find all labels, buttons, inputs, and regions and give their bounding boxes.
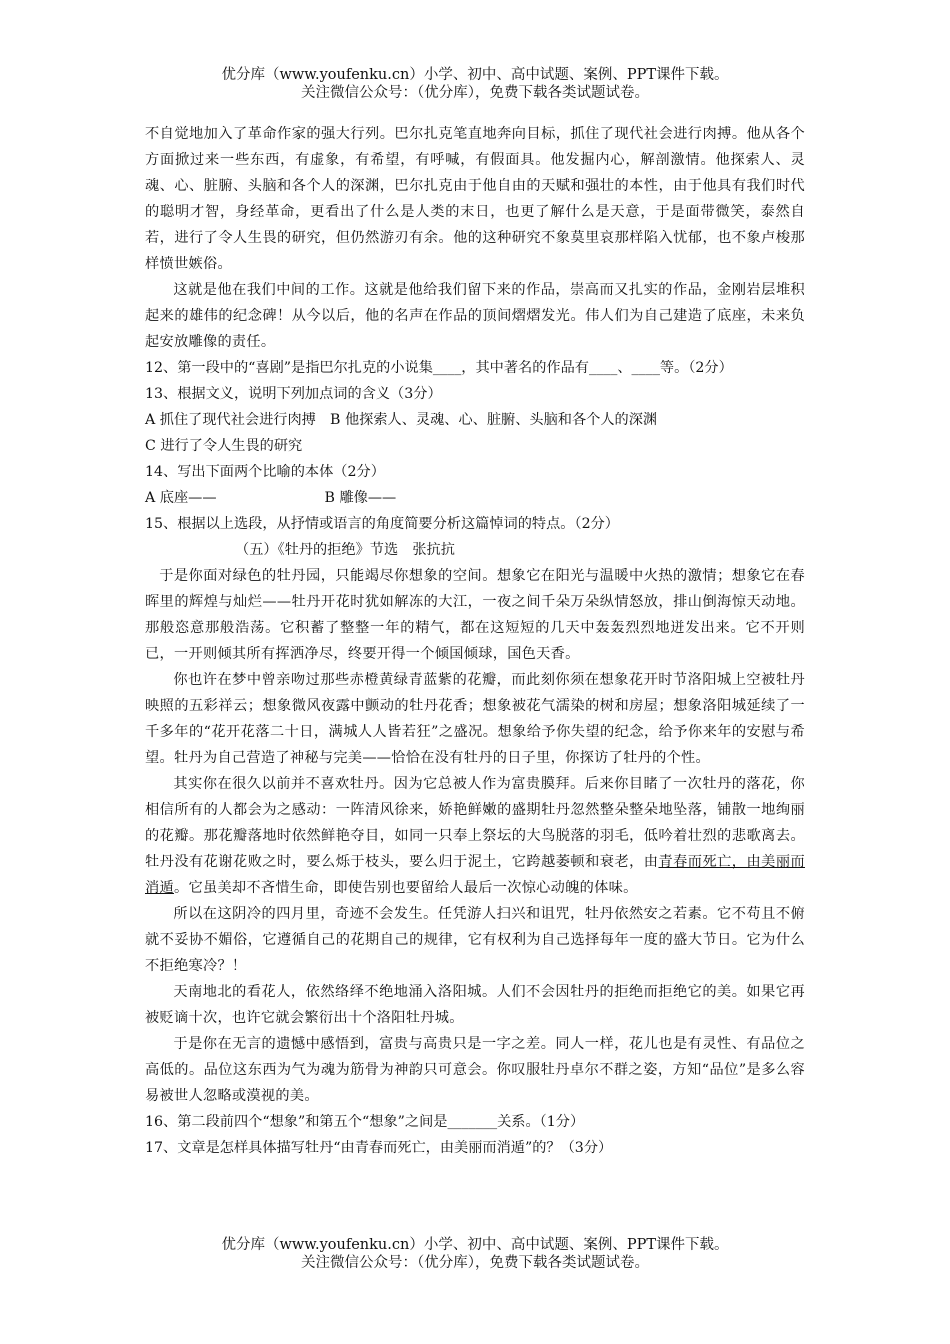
question-14-a: A 底座—— [145, 490, 217, 506]
question-13-a: A 抓住了现代社会进行肉搏 [145, 412, 316, 428]
header-line-1: 优分库（www.youfenku.cn）小学、初中、高中试题、案例、PPT课件下载。 [221, 67, 729, 83]
passage4-paragraph-1: 不自觉地加入了革命作家的强大行列。巴尔扎克笔直地奔向目标，抓住了现代社会进行肉搏。他从各个方面掀过来一些东西，有虚象，有希望，有呼喊，有假面具。他发掘内心，解剖激情。他探索人、灵魂、心、脏腑、头脑和各个人的深渊，巴尔扎克由于他自由的天赋和强壮的本性，由于他具有我们时代的聪明才智，身经革命，更看出了什么是人类的末日，也更了解什么是天意，于是面带微笑，泰然自若，进行了令人生畏的研究，但仍然游刃有余。他的这种研究不象莫里哀那样陷入忧郁，也不象卢梭那样愤世嫉俗。 [145, 126, 805, 272]
footer-line-1: 优分库（www.youfenku.cn）小学、初中、高中试题、案例、PPT课件下载。 [221, 1237, 729, 1253]
question-15: 15、根据以上选段，从抒情或语言的角度简要分析这篇悼词的特点。（2分） [145, 516, 619, 532]
passage4-paragraph-2: 这就是他在我们中间的工作。这就是他给我们留下来的作品，崇高而又扎实的作品，金刚岩层堆积起来的雄伟的纪念碑！从今以后，他的名声在作品的顶间熠熠发光。伟人们为自己建造了底座，未来负起安放雕像的责任。 [145, 282, 805, 350]
passage5-paragraph-4: 所以在这阴冷的四月里，奇迹不会发生。任凭游人扫兴和诅咒，牡丹依然安之若素。它不苟且不俯就不妥协不媚俗，它遵循自己的花期自己的规律，它有权利为自己选择每年一度的盛大节日。它为什么不拒绝寒冷？！ [145, 906, 805, 974]
passage5-p3-text-b: 。它虽美却不吝惜生命，即使告别也要留给人最后一次惊心动魄的体味。 [173, 880, 638, 896]
header-line-2: 关注微信公众号：（优分库），免费下载各类试题试卷。 [301, 85, 649, 101]
question-14-ab [145, 485, 805, 511]
passage5-p3-text-a: 其实你在很久以前并不喜欢牡丹。因为它总被人作为富贵膜拜。后来你目睹了一次牡丹的落花，你相信所有的人都会为之感动：一阵清风徐来，娇艳鲜嫩的盛期牡丹忽然整朵整朵地坠落，铺散一地绚丽的花瓣。那花瓣落地时依然鲜艳夺目，如同一只奉上祭坛的大鸟脱落的羽毛，低吟着壮烈的悲歌离去。牡丹没有花谢花败之时，要么烁于枝头，要么归于泥土，它跨越萎顿和衰老，由 [145, 776, 805, 870]
passage5-title: （五）《牡丹的拒绝》节选 张抗抗 [235, 542, 455, 558]
question-14: 14、写出下面两个比喻的本体（2分） [145, 464, 385, 480]
footer-line-2: 关注微信公众号：（优分库），免费下载各类试题试卷。 [301, 1255, 649, 1271]
question-12: 12、第一段中的“喜剧”是指巴尔扎克的小说集____，其中著名的作品有____、____等。（2分） [145, 360, 733, 376]
question-13-b: B 他探索人、灵魂、心、脏腑、头脑和各个人的深渊 [330, 412, 658, 428]
passage5-paragraph-1: 于是你面对绿色的牡丹园，只能竭尽你想象的空间。想象它在阳光与温暖中火热的激情；想象它在春晖里的辉煌与灿烂——牡丹开花时犹如解冻的大江，一夜之间千朵万朵纵情怒放，排山倒海惊天动地。那般恣意那般浩荡。它积蓄了整整一年的精气，都在这短短的几天中轰轰烈烈地迸发出来。它不开则已，一开则倾其所有挥洒净尽，终要开得一个倾国倾球，国色天香。 [145, 568, 805, 662]
page-footer [0, 1236, 950, 1272]
page-header [0, 66, 950, 102]
question-14-b: B 雕像—— [324, 490, 397, 506]
underlined-phrase: 青春而死亡，由美丽而消遁 [145, 854, 805, 896]
question-13-ab [145, 407, 805, 433]
question-16: 16、第二段前四个“想象”和第五个“想象”之间是_______关系。（1分） [145, 1114, 585, 1130]
question-13: 13、根据文义，说明下列加点词的含义（3分） [145, 386, 442, 402]
question-13-c: C 进行了令人生畏的研究 [145, 438, 303, 454]
question-17: 17、文章是怎样具体描写牡丹“由青春而死亡，由美丽而消遁”的？（3分） [145, 1140, 613, 1156]
exam-content [145, 121, 805, 1161]
passage5-paragraph-2: 你也许在梦中曾亲吻过那些赤橙黄绿青蓝紫的花瓣，而此刻你须在想象花开时节洛阳城上空被牡丹映照的五彩祥云；想象微风夜露中颤动的牡丹花香；想象被花气濡染的树和房屋；想象洛阳城延续了一千多年的“花开花落二十日，满城人人皆若狂”之盛况。想象给予你失望的纪念，给予你来年的安慰与希望。牡丹为自己营造了神秘与完美——恰恰在没有牡丹的日子里，你探访了牡丹的个性。 [145, 672, 805, 766]
passage5-paragraph-6: 于是你在无言的遗憾中感悟到，富贵与高贵只是一字之差。同人一样，花儿也是有灵性、有品位之高低的。品位这东西为气为魂为筋骨为神韵只可意会。你叹服牡丹卓尔不群之姿，方知“品位”是多么容易被世人忽略或漠视的美。 [145, 1036, 805, 1104]
passage5-paragraph-5: 天南地北的看花人，依然络绎不绝地涌入洛阳城。人们不会因牡丹的拒绝而拒绝它的美。如果它再被贬谪十次，也许它就会繁衍出十个洛阳牡丹城。 [145, 984, 805, 1026]
passage5-paragraph-3 [145, 771, 805, 901]
